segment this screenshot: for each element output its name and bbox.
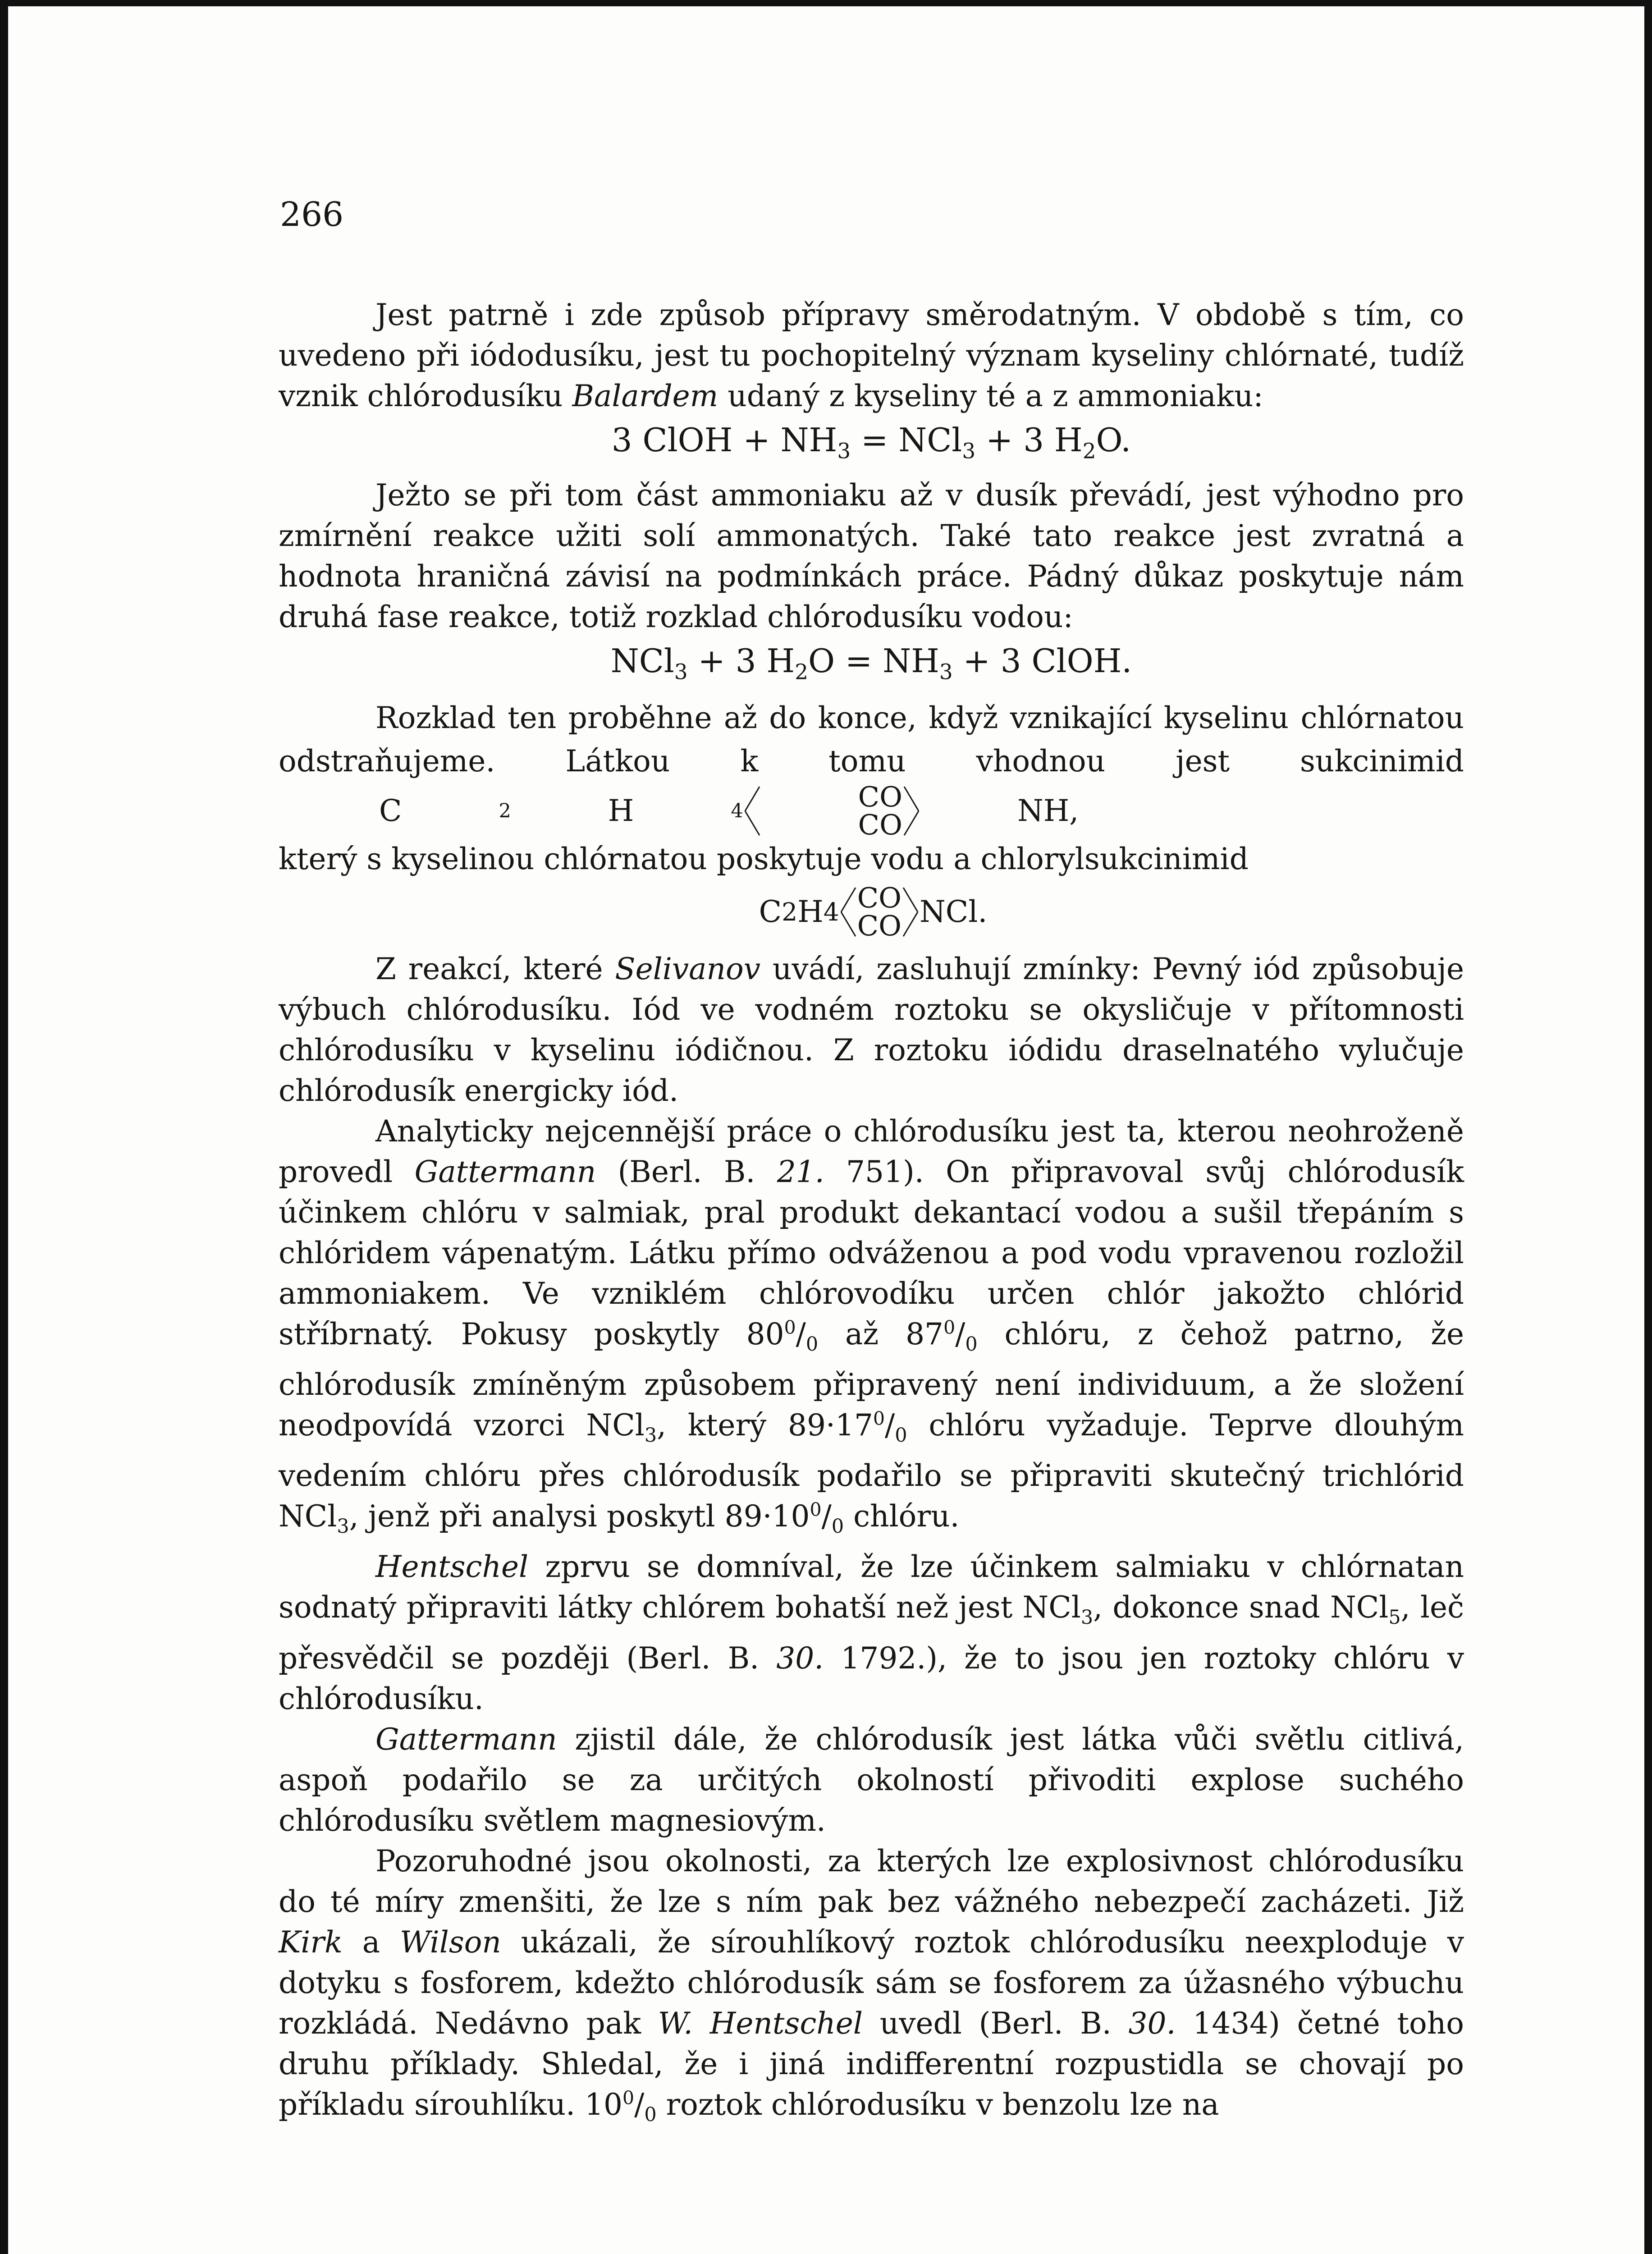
- author-name: Selivanov: [615, 951, 761, 986]
- bracket-right-icon: [902, 885, 920, 939]
- bracket-right-icon: [902, 784, 920, 838]
- equation-2: NCl$_3$ + 3 $H_2O = NH_3 + 3$ ClOH.: [610, 642, 1132, 685]
- bracket-left-icon: [839, 885, 857, 939]
- author-name: W. Hentschel: [658, 2006, 863, 2041]
- paragraph-8: Pozoruhodné jsou okolnosti, za kterých lze explosivnost chlórodusíku do té míry zmenšiti, že lze s ním pak bez vážného nebezpečí zacházeti. Již Kirk a Wilson ukázali, že sírouhlíkový roztok chlórodusíku neexploduje v dotyku s fosforem, kdežto chlórodusík sám se fosforem za úžasného výbuchu rozkládá. Nedávno pak W. Hentschel uvedl (Berl. B. 30. 1434) četné toho druhu příklady. Shledal, že i jiná indifferentní rozpustidla se chovají po příkladu sírouhlíku. $10^0/_0$ roztok chlórodusíku v benzolu lze na: [279, 1843, 1464, 2126]
- page-number: 266: [280, 195, 344, 234]
- author-name: Wilson: [399, 1924, 501, 1960]
- paragraph-1: Jest patrně i zde způsob přípravy směrodatným. V obdobě s tím, co uvedeno při iódodusíku, jest tu pochopitelný význam kyseliny chlórnaté, tudíž vznik chlórodusíku Balardem udaný z kyseliny té a z ammoniaku:: [279, 298, 1464, 413]
- author-name: Kirk: [279, 1924, 343, 1960]
- paragraph-7: Gattermann zjistil dále, že chlórodusík jest látka vůči světlu citlivá, aspoň podařilo se za určitých okolností přivoditi explose suchého chlórodusíku světlem magnesiovým.: [279, 1722, 1464, 1838]
- chlorylsuccinimide-formula: C 2 H 4 CO CO NCl.: [759, 881, 988, 942]
- author-name: Balardem: [572, 379, 718, 413]
- paragraph-3-continued: který s kyselinou chlórnatou poskytuje vodu a chlorylsukcinimid: [279, 841, 1249, 876]
- succinimide-formula: C 2 H 4 CO CO NH,: [379, 780, 1079, 841]
- paragraph-3: Rozklad ten proběhne až do konce, když vznikající kyselinu chlórnatou odstraňujeme. Látkou k tomu vhodnou jest sukcinimid C 2 H 4 CO CO NH,: [279, 700, 1464, 841]
- equation-1: 3 ClOH + $NH_3 = NCl_3 + 3$ $H_2O$.: [611, 421, 1131, 464]
- author-name: Gattermann: [375, 1722, 557, 1757]
- paragraph-4: Z reakcí, které Selivanov uvádí, zasluhují zmínky: Pevný iód způsobuje výbuch chlórodusíku. Iód ve vodném roztoku se okysličuje v přítomnosti chlórodusíku v kyselinu iódičnou. Z roztoku iódidu draselnatého vylučuje chlórodusík energicky iód.: [279, 951, 1464, 1108]
- paragraph-6: Hentschel zprvu se domníval, že lze účinkem salmiaku v chlórnatan sodnatý připraviti látky chlórem bohatší než jest NCl$_3$, dokonce snad NCl$_5$, leč přesvědčil se později (Berl. B. 30. 1792.), že to jsou jen roztoky chlóru v chlórodusíku.: [279, 1549, 1464, 1716]
- book-page: [8, 6, 1644, 2254]
- paragraph-2: Ježto se při tom část ammoniaku až v dusík převádí, jest výhodno pro zmírnění reakce užiti solí ammonatých. Také tato reakce jest zvratná a hodnota hraničná závisí na podmínkách práce. Pádný důkaz poskytuje nám druhá fase reakce, totiž rozklad chlórodusíku vodou:: [279, 478, 1464, 635]
- bracket-left-icon: [743, 784, 761, 838]
- author-name: Hentschel: [375, 1549, 529, 1585]
- author-name: Gattermann: [414, 1154, 596, 1189]
- body-text: [279, 295, 1464, 2135]
- paragraph-5: Analyticky nejcennější práce o chlórodusíku jest ta, kterou neohroženě provedl Gattermann (Berl. B. 21. 751). On připravoval svůj chlórodusík účinkem chlóru v salmiak, pral produkt dekantací vodou a sušil třepáním s chlóridem vápenatým. Látku přímo odváženou a pod vodu vpravenou rozložil ammoniakem. Ve vzniklém chlórovodíku určen chlór jakožto chlórid stříbrnatý. Pokusy poskytly $80^0/_0$ až $87^0/_0$ chlóru, z čehož patrno, že chlórodusík zmíněným způsobem připravený není individuum, a že složení neodpovídá vzorci NCl$_3$, který $89\cdot 17^0/_0$ chlóru vyžaduje. Teprve dlouhým vedením chlóru přes chlórodusík podařilo se připraviti skutečný trichlórid NCl$_3$, jenž při analysi poskytl $89\cdot 10^0/_0$ chlóru.: [279, 1113, 1464, 1538]
